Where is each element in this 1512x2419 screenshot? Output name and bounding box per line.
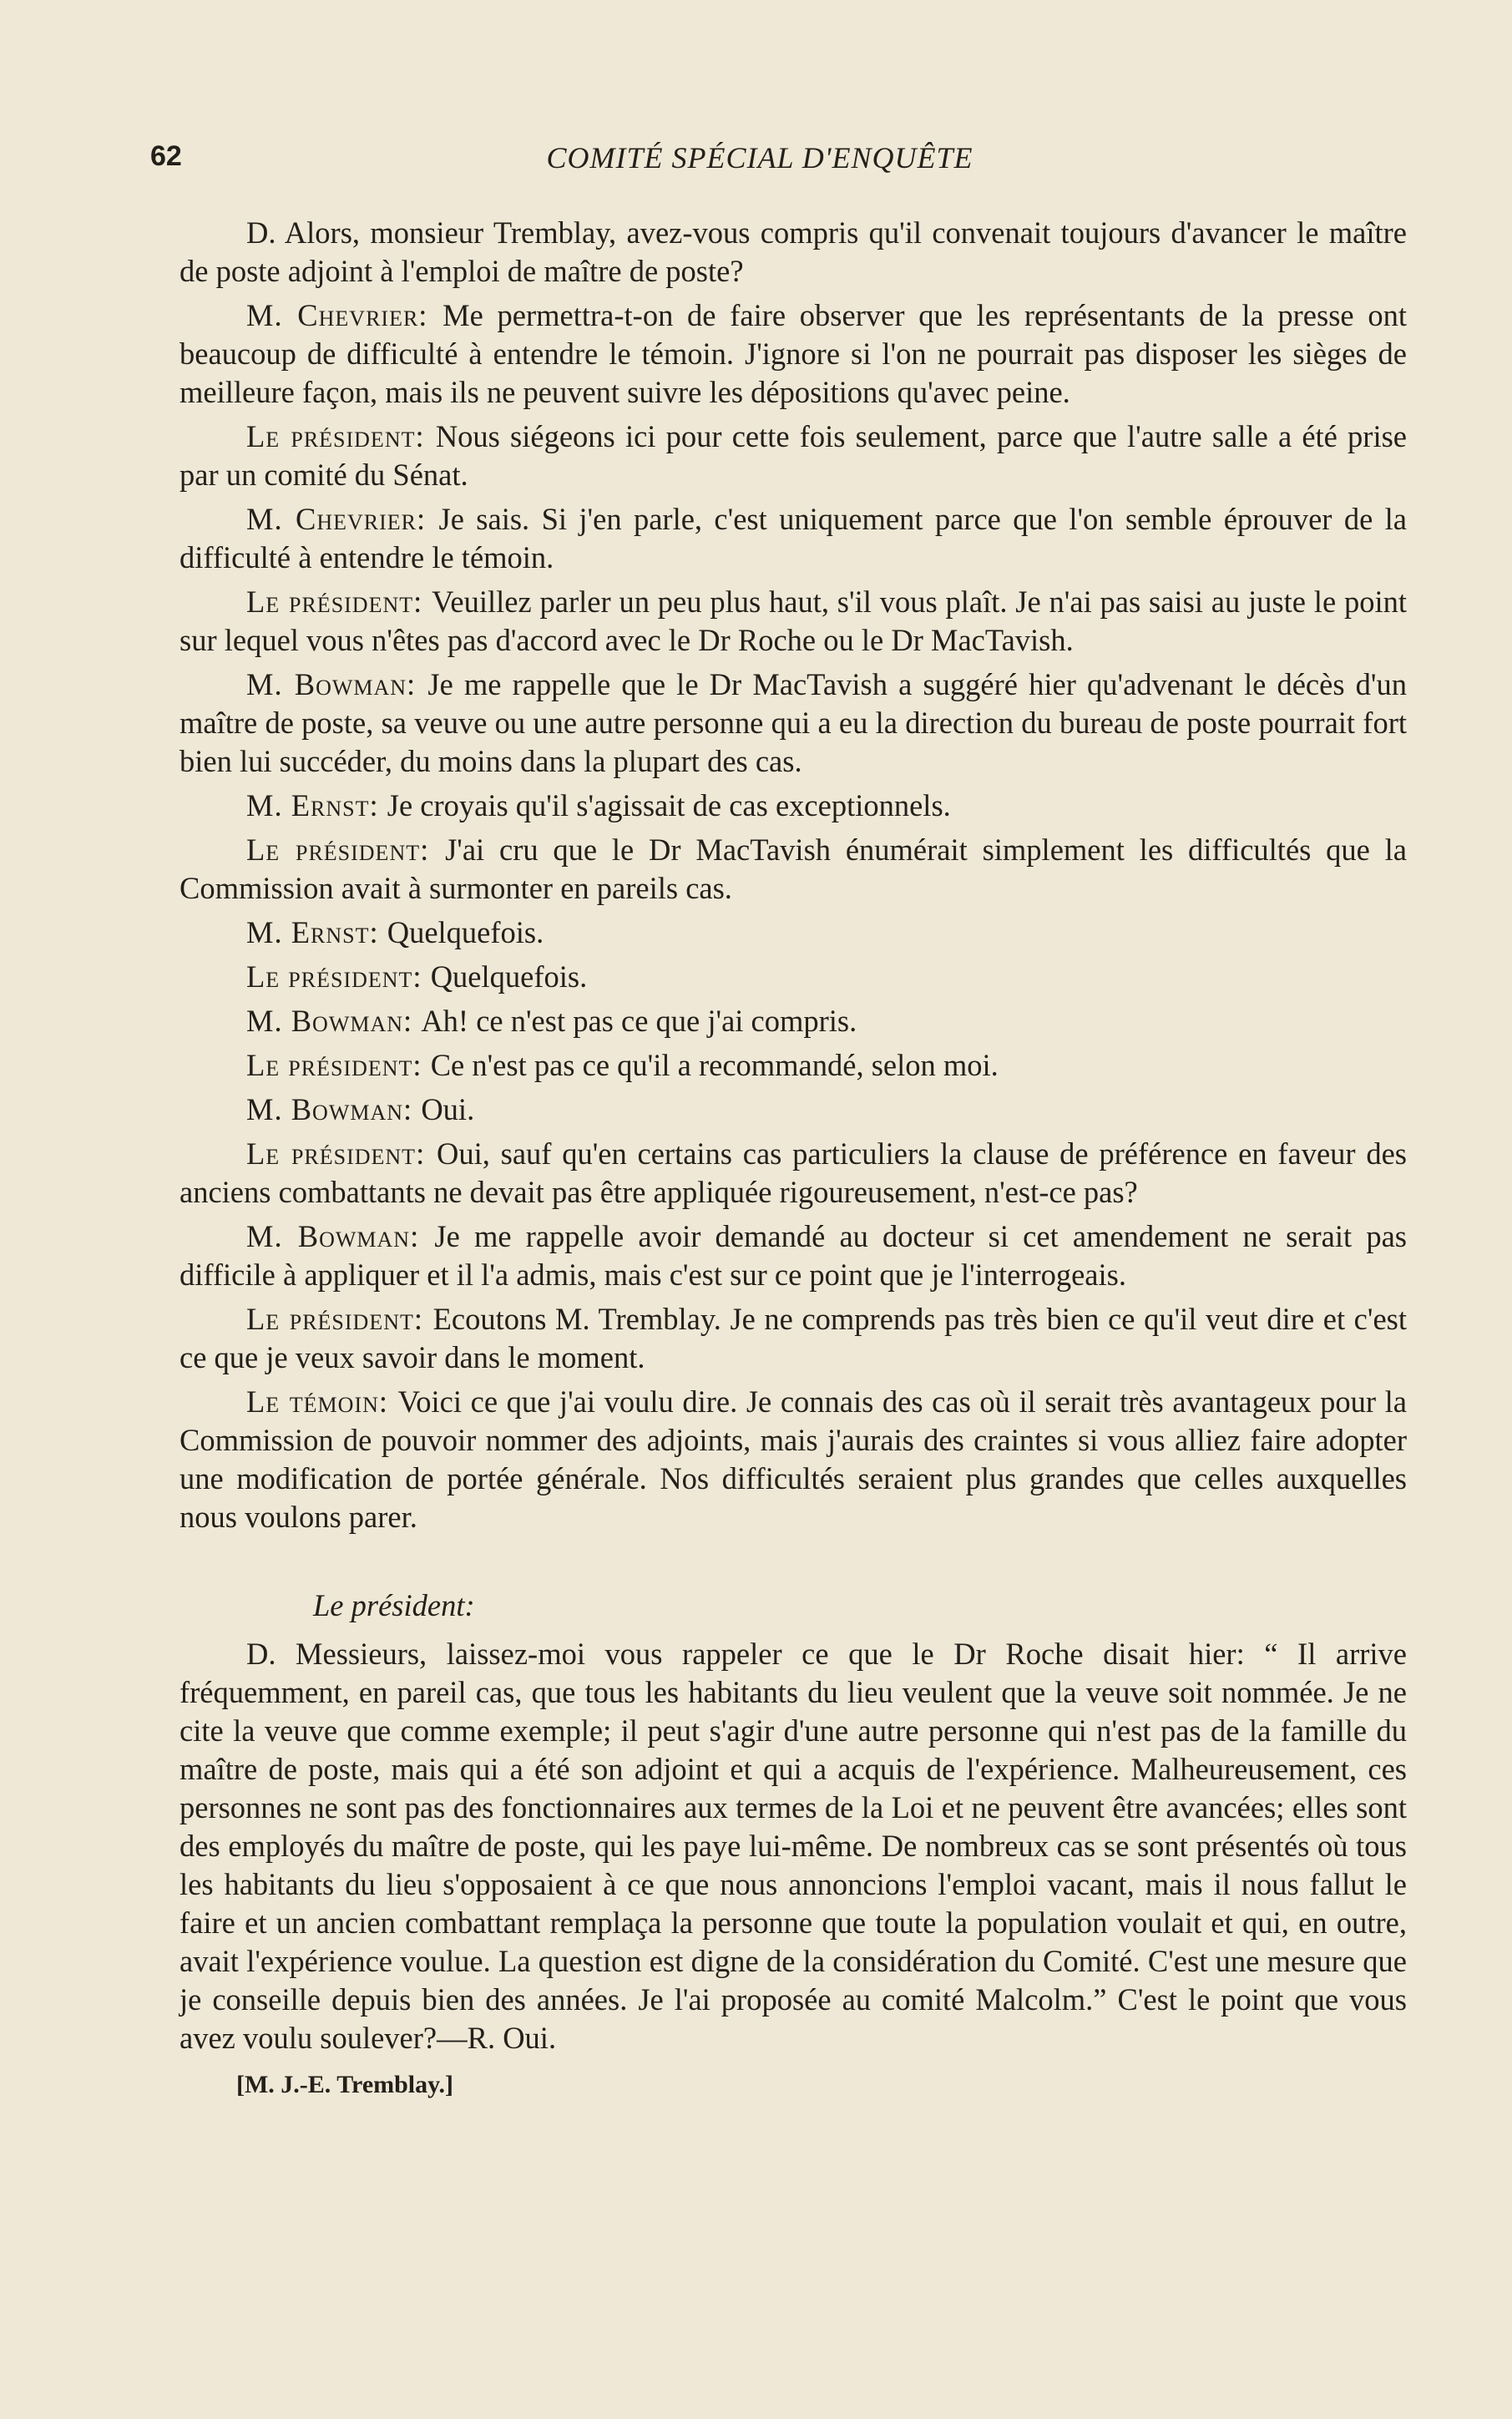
speech: Ecoutons M. Tremblay. Je ne comprends pas très bien ce qu'il veut dire et c'est ce que je veux savoir dans le moment. (180, 1302, 1407, 1374)
speech: Voici ce que j'ai voulu dire. Je connais des cas où il serait très avantageux pour la Commission de pouvoir nommer des adjoints, mais j'aurais des craintes si vous alliez faire adopter une modification de portée générale. Nos difficultés seraient plus grandes que celles auxquelles nous voulons parer. (180, 1384, 1407, 1534)
paragraph (180, 958, 1407, 996)
speech: Ce n'est pas ce qu'il a recommandé, selon moi. (430, 1048, 999, 1082)
dialogue-list (180, 214, 1407, 1536)
paragraph (180, 1217, 1407, 1294)
speech: Quelquefois. (387, 915, 544, 949)
page-header (150, 140, 1369, 187)
paragraph (180, 583, 1407, 660)
paragraph (180, 787, 1407, 825)
final-paragraph: D. Messieurs, laissez-moi vous rappeler ce que le Dr Roche disait hier: “ Il arrive fréquemment, en pareil cas, que tous les habitants du lieu veulent que la veuve soit nommée. Je ne cite la veuve que comme exemple; il peut s'agir d'une autre personne qui n'est pas de la famille du maître de poste, mais qui a été son adjoint et qui a acquis de l'expérience. Malheureusement, ces personnes ne sont pas des fonctionnaires aux termes de la Loi et ne peuvent être avancées; elles sont des employés du maître de poste, qui les paye lui-même. De nombreux cas se sont présentés où tous les habitants du lieu s'opposaient à ce que nous annoncions l'emploi vacant, mais il nous fallut le faire et un ancien combattant remplaça la personne que toute la population voulait et qui, en outre, avait l'expérience voulue. La question est digne de la considération du Comité. C'est une mesure que je conseille depuis bien des années. Je l'ai proposée au comité Malcolm.” C'est le point que vous avez voulu soulever?—R. Oui. (180, 1637, 1407, 2055)
speaker: M. Ernst: (246, 915, 387, 949)
speech: Quelquefois. (430, 959, 588, 994)
paragraph (180, 913, 1407, 952)
speech: Je me rappelle avoir demandé au docteur si cet amendement ne serait pas difficile à appliquer et il l'a admis, mais c'est sur ce point que je l'interrogeais. (180, 1219, 1407, 1292)
speech: Je croyais qu'il s'agissait de cas exceptionnels. (387, 788, 951, 822)
speech: Ah! ce n'est pas ce que j'ai compris. (421, 1004, 857, 1038)
speech: J'ai cru que le Dr MacTavish énumérait simplement les difficultés que la Commission avait à surmonter en pareils cas. (180, 832, 1408, 905)
speaker: Le président: (246, 832, 446, 867)
paragraph (180, 500, 1407, 577)
speaker: M. Bowman: (246, 1092, 422, 1126)
section-heading: Le président: (313, 1588, 475, 1622)
speaker: M. Ernst: (246, 788, 387, 822)
paragraph (180, 831, 1407, 908)
paragraph (180, 1135, 1407, 1212)
speech: Nous siégeons ici pour cette fois seulement, parce que l'autre salle a été prise par un comité du Sénat. (180, 419, 1408, 492)
paragraph (180, 296, 1407, 412)
speech: D. Alors, monsieur Tremblay, avez-vous compris qu'il convenait toujours d'avancer le maître de poste adjoint à l'emploi de maître de poste? (180, 215, 1407, 288)
paragraph (180, 1383, 1407, 1536)
speaker: M. Chevrier: (246, 298, 443, 332)
speech: Me permettra-t-on de faire observer que les représentants de la presse ont beaucoup de difficulté à entendre le témoin. J'ignore si l'on ne pourrait pas disposer les sièges de meilleure façon, mais ils ne peuvent suivre les dépositions qu'avec peine. (180, 298, 1407, 409)
speech: Je sais. Si j'en parle, c'est uniquement parce que l'on semble éprouver de la difficulté à entendre le témoin. (180, 502, 1407, 574)
speaker: Le président: (246, 1136, 437, 1171)
speaker: M. Bowman: (246, 1004, 422, 1038)
paragraph (180, 1046, 1407, 1085)
speaker: Le témoin: (246, 1384, 398, 1419)
speaker: Le président: (246, 959, 431, 994)
paragraph (180, 1091, 1407, 1129)
paragraph (180, 1002, 1407, 1040)
speaker: Le président: (246, 1048, 431, 1082)
paragraph (180, 214, 1407, 291)
footer-note: [M. J.-E. Tremblay.] (236, 2071, 453, 2098)
paragraph (180, 1300, 1407, 1377)
paragraph (180, 418, 1407, 494)
speaker: M. Chevrier: (246, 502, 439, 536)
running-title: COMITÉ SPÉCIAL D'ENQUÊTE (546, 141, 973, 175)
page-number: 62 (150, 140, 182, 172)
speaker: Le président: (246, 1302, 433, 1336)
speaker: M. Bowman: (246, 667, 428, 701)
speech: Veuillez parler un peu plus haut, s'il vous plaît. Je n'ai pas saisi au juste le point sur lequel vous n'êtes pas d'accord avec le Dr Roche ou le Dr MacTavish. (180, 585, 1408, 657)
speech: Je me rappelle que le Dr MacTavish a suggéré hier qu'advenant le décès d'un maître de poste, sa veuve ou une autre personne qui a eu la direction du bureau de poste pourrait fort bien lui succéder, du moins dans la plupart des cas. (180, 667, 1407, 778)
speech: Oui. (421, 1092, 475, 1126)
speech: Oui, sauf qu'en certains cas particuliers la clause de préférence en faveur des anciens combattants ne devait pas être appliquée rigoureusement, n'est-ce pas? (180, 1136, 1407, 1209)
speaker: M. Bowman: (246, 1219, 435, 1253)
speaker: Le président: (246, 585, 432, 619)
page-body (180, 214, 1407, 2104)
paragraph (180, 665, 1407, 781)
speaker: Le président: (246, 419, 436, 453)
